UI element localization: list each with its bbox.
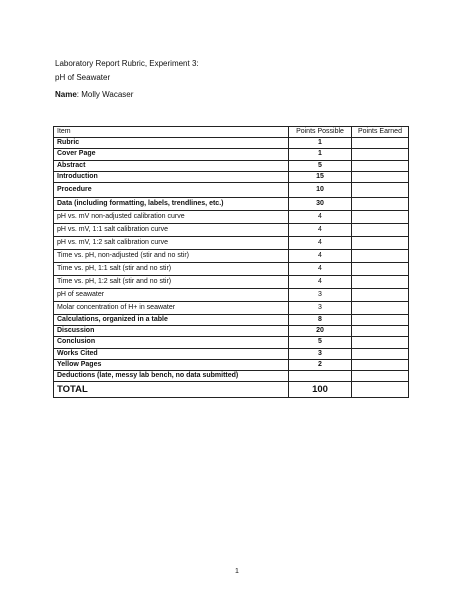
row-points-earned bbox=[352, 337, 409, 348]
row-points-possible: 4 bbox=[289, 262, 352, 275]
row-points-earned bbox=[352, 223, 409, 236]
table-row bbox=[54, 359, 409, 370]
rubric-table bbox=[53, 126, 409, 398]
table-row bbox=[54, 171, 409, 182]
row-item: Deductions (late, messy lab bench, no data submitted) bbox=[54, 370, 289, 381]
table-row bbox=[54, 314, 409, 325]
table-row bbox=[54, 301, 409, 314]
row-points-possible: 5 bbox=[289, 337, 352, 348]
row-points-possible: 3 bbox=[289, 348, 352, 359]
row-points-earned bbox=[352, 160, 409, 171]
row-item: pH vs. mV, 1:2 salt calibration curve bbox=[54, 236, 289, 249]
row-points-earned bbox=[352, 236, 409, 249]
row-points-earned bbox=[352, 182, 409, 197]
row-item: Molar concentration of H+ in seawater bbox=[54, 301, 289, 314]
document-title: Laboratory Report Rubric, Experiment 3: bbox=[55, 59, 199, 68]
table-row bbox=[54, 236, 409, 249]
row-points-possible: 30 bbox=[289, 197, 352, 210]
row-item: pH vs. mV non-adjusted calibration curve bbox=[54, 210, 289, 223]
row-item: Time vs. pH, non-adjusted (stir and no stir) bbox=[54, 249, 289, 262]
table-row bbox=[54, 370, 409, 381]
table-row bbox=[54, 210, 409, 223]
total-label: TOTAL bbox=[54, 382, 289, 398]
table-row bbox=[54, 160, 409, 171]
table-row bbox=[54, 149, 409, 160]
row-points-earned bbox=[352, 348, 409, 359]
row-points-earned bbox=[352, 171, 409, 182]
rubric-table-body bbox=[54, 127, 409, 398]
row-points-earned bbox=[352, 359, 409, 370]
row-points-earned bbox=[352, 149, 409, 160]
document-subtitle: pH of Seawater bbox=[55, 73, 111, 82]
table-row bbox=[54, 288, 409, 301]
row-points-earned bbox=[352, 262, 409, 275]
page-number: 1 bbox=[235, 568, 239, 575]
column-header-points-earned: Points Earned bbox=[352, 127, 409, 138]
row-points-possible: 4 bbox=[289, 275, 352, 288]
table-row bbox=[54, 138, 409, 149]
table-row bbox=[54, 262, 409, 275]
row-points-possible: 4 bbox=[289, 223, 352, 236]
row-item: Introduction bbox=[54, 171, 289, 182]
row-points-possible: 2 bbox=[289, 359, 352, 370]
student-name: : Molly Wacaser bbox=[76, 90, 134, 99]
table-header-row bbox=[54, 127, 409, 138]
row-points-possible: 1 bbox=[289, 149, 352, 160]
row-item: Works Cited bbox=[54, 348, 289, 359]
row-points-earned bbox=[352, 210, 409, 223]
row-points-possible: 20 bbox=[289, 326, 352, 337]
table-row bbox=[54, 348, 409, 359]
row-points-possible: 3 bbox=[289, 301, 352, 314]
row-points-possible: 4 bbox=[289, 236, 352, 249]
row-item: Abstract bbox=[54, 160, 289, 171]
table-row bbox=[54, 249, 409, 262]
row-points-earned bbox=[352, 288, 409, 301]
row-points-possible: 3 bbox=[289, 288, 352, 301]
row-points-possible: 5 bbox=[289, 160, 352, 171]
row-points-earned bbox=[352, 301, 409, 314]
table-row bbox=[54, 275, 409, 288]
table-row bbox=[54, 182, 409, 197]
row-points-earned bbox=[352, 370, 409, 381]
row-points-possible: 4 bbox=[289, 210, 352, 223]
row-points-earned bbox=[352, 138, 409, 149]
table-row bbox=[54, 197, 409, 210]
table-row bbox=[54, 326, 409, 337]
row-item: Cover Page bbox=[54, 149, 289, 160]
row-points-earned bbox=[352, 197, 409, 210]
row-item: pH of seawater bbox=[54, 288, 289, 301]
row-points-possible bbox=[289, 370, 352, 381]
column-header-points-possible: Points Possible bbox=[289, 127, 352, 138]
row-item: Procedure bbox=[54, 182, 289, 197]
row-points-possible: 4 bbox=[289, 249, 352, 262]
total-points-possible: 100 bbox=[289, 382, 352, 398]
total-points-earned bbox=[352, 382, 409, 398]
row-points-earned bbox=[352, 275, 409, 288]
table-row bbox=[54, 337, 409, 348]
row-points-possible: 1 bbox=[289, 138, 352, 149]
row-item: pH vs. mV, 1:1 salt calibration curve bbox=[54, 223, 289, 236]
row-points-possible: 8 bbox=[289, 314, 352, 325]
row-item: Rubric bbox=[54, 138, 289, 149]
table-row bbox=[54, 223, 409, 236]
row-item: Yellow Pages bbox=[54, 359, 289, 370]
total-row bbox=[54, 382, 409, 398]
name-label: Name bbox=[55, 90, 77, 99]
row-item: Time vs. pH, 1:2 salt (stir and no stir) bbox=[54, 275, 289, 288]
row-points-earned bbox=[352, 326, 409, 337]
row-points-earned bbox=[352, 249, 409, 262]
row-points-possible: 15 bbox=[289, 171, 352, 182]
row-points-earned bbox=[352, 314, 409, 325]
row-item: Discussion bbox=[54, 326, 289, 337]
row-item: Data (including formatting, labels, trendlines, etc.) bbox=[54, 197, 289, 210]
row-item: Calculations, organized in a table bbox=[54, 314, 289, 325]
row-item: Time vs. pH, 1:1 salt (stir and no stir) bbox=[54, 262, 289, 275]
student-name-line bbox=[55, 90, 133, 99]
row-item: Conclusion bbox=[54, 337, 289, 348]
row-points-possible: 10 bbox=[289, 182, 352, 197]
column-header-item: Item bbox=[54, 127, 289, 138]
